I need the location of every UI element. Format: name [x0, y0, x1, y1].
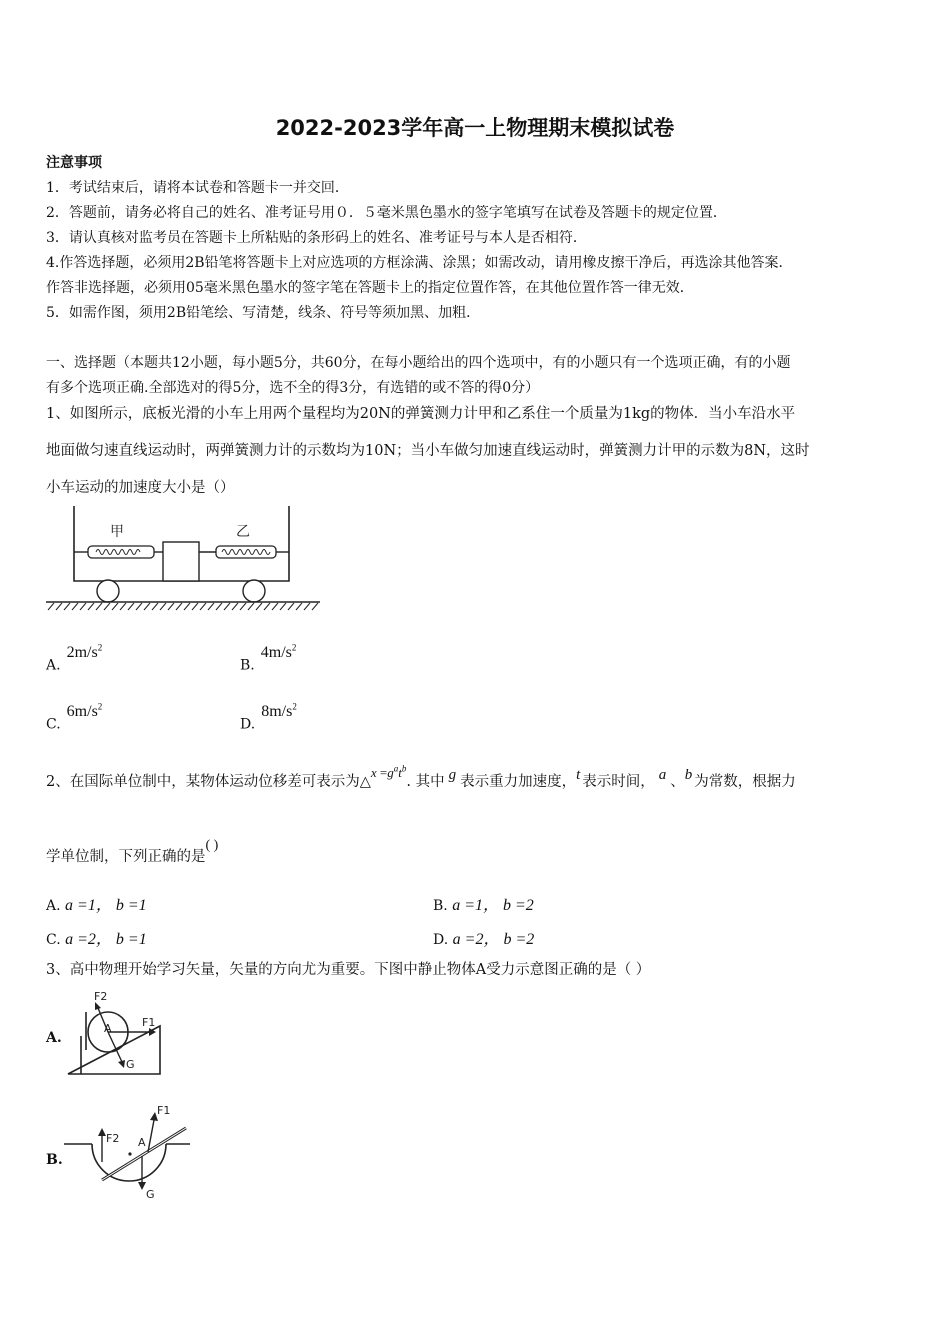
notice-heading: 注意事项 [46, 155, 102, 171]
q1-option-b[interactable]: $B.4m/s^2$ [240, 643, 297, 674]
notice-item: 1．考试结束后，请将本试卷和答题卡一并交回． [46, 180, 349, 196]
svg-text:F2: F2 [106, 1132, 120, 1145]
notice-item: 2．答题前，请务必将自己的姓名、准考证号用０．５毫米黑色墨水的签字笔填写在试卷及答题卡的规定位置． [46, 205, 727, 221]
label-jia: 甲 [110, 524, 124, 540]
question-1-text: 1、如图所示，底板光滑的小车上用两个量程均为20N的弹簧测力计甲和乙系住一个质量为1kg的物体．当小车沿水平 [46, 406, 796, 422]
question-2-text: 2、在国际单位制中，某物体运动位移差可表示为△x $=g^at^b$. 其中 g 表示重力加速度，t 表示时间， a 、b 为常数，根据力 [46, 763, 796, 790]
q2-option-d[interactable]: D. a =2， b =2 [433, 931, 535, 948]
label-yi: 乙 [236, 524, 250, 540]
notice-item: 作答非选择题，必须用05毫米黑色墨水的签字笔在答题卡上的指定位置作答，在其他位置作答一律无效． [46, 280, 694, 296]
section-heading: 一、选择题（本题共12小题，每小题5分，共60分，在每小题给出的四个选项中，有的小题只有一个选项正确，有的小题 [46, 355, 791, 371]
q1-option-a[interactable]: $A.2m/s^2$ [46, 643, 103, 674]
question-1-text: 小车运动的加速度大小是（） [46, 480, 235, 496]
q2-option-c[interactable]: C. a =2， b =1 [46, 931, 147, 948]
section-heading-cont: 有多个选项正确.全部选对的得5分，选不全的得3分，有选错的或不答的得0分） [46, 380, 540, 396]
q3-option-b[interactable]: B. [46, 1152, 63, 1168]
q1-option-d[interactable]: $D.8m/s^2$ [240, 702, 297, 733]
notice-item: 4.作答选择题，必须用2B铅笔将答题卡上对应选项的方框涂满、涂黑；如需改动，请用橡皮擦干净后，再选涂其他答案． [46, 255, 793, 271]
force-diagram-b [62, 1100, 202, 1210]
page-title: 2022-2023学年高一上物理期末模拟试卷 [275, 116, 675, 140]
svg-text:F2: F2 [94, 990, 108, 1003]
force-diagram-a [64, 990, 184, 1080]
cart-figure [44, 506, 324, 612]
notice-item: 5．如需作图，须用2B铅笔绘、写清楚，线条、符号等须加黑、加粗． [46, 305, 481, 321]
q1-option-c[interactable]: $C.6m/s^2$ [46, 702, 103, 733]
svg-text:G: G [126, 1058, 135, 1071]
svg-text:F1: F1 [142, 1016, 156, 1029]
svg-text:A: A [104, 1022, 112, 1035]
question-3-text: 3、高中物理开始学习矢量，矢量的方向尤为重要。下图中静止物体A受力示意图正确的是（ ） [46, 962, 651, 978]
formula: $x =g^at^b$ [370, 763, 407, 780]
q2-option-b[interactable]: B. a =1， b =2 [433, 897, 534, 914]
question-2-text: 学单位制，下列正确的是( ) [46, 838, 219, 865]
q2-option-a[interactable]: A. a =1， b =1 [46, 897, 147, 914]
question-1-text: 地面做匀速直线运动时，两弹簧测力计的示数均为10N；当小车做匀加速直线运动时，弹簧测力计甲的示数为8N，这时 [46, 443, 810, 459]
svg-text:G: G [146, 1188, 155, 1201]
svg-text:F1: F1 [157, 1104, 171, 1117]
notice-item: 3．请认真核对监考员在答题卡上所粘贴的条形码上的姓名、准考证号与本人是否相符． [46, 230, 587, 246]
svg-text:A: A [138, 1136, 146, 1149]
q3-option-a[interactable]: A. [46, 1030, 62, 1046]
